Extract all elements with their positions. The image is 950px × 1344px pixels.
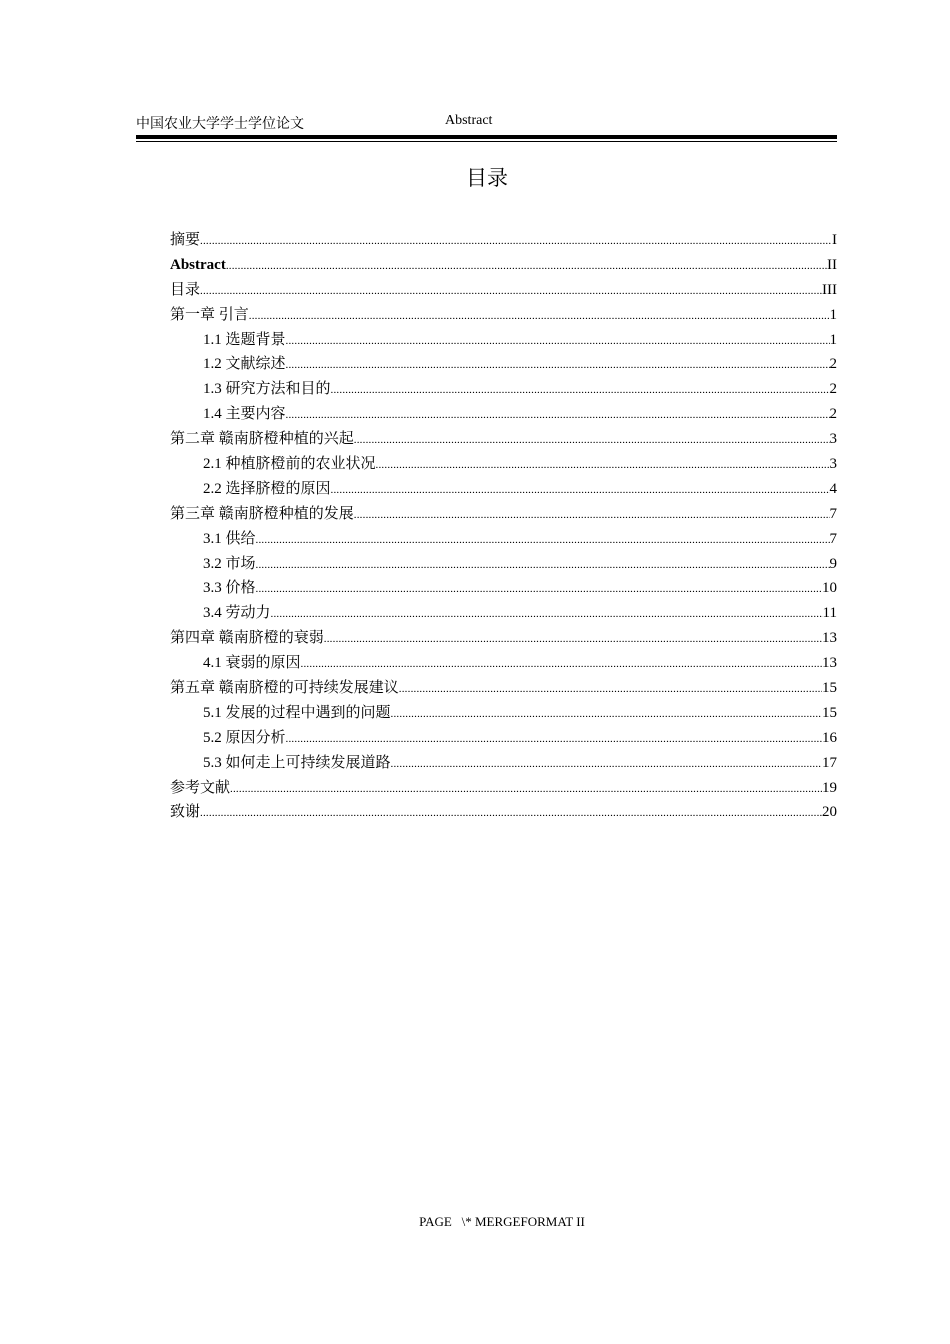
toc-entry-page: II [827, 256, 837, 273]
toc-entry-label: 2.1 种植脐橙前的农业状况 [203, 456, 376, 473]
toc-entry-page: 9 [829, 555, 837, 572]
toc-entry-page: 1 [829, 306, 837, 323]
toc-leader-dots [376, 453, 830, 478]
toc-entry[interactable] [170, 701, 837, 726]
toc-entry-page: 4 [829, 480, 837, 497]
toc-entry-page: 2 [829, 406, 837, 423]
toc-entry-page: 13 [822, 630, 837, 647]
toc-entry-label: 3.2 市场 [203, 555, 256, 572]
toc-entry[interactable] [170, 776, 837, 801]
page-footer: PAGE \* MERGEFORMAT II [419, 1214, 585, 1229]
toc-leader-dots [391, 752, 822, 777]
toc-entry-page: 11 [822, 605, 837, 622]
toc-entry-label: 参考文献 [170, 779, 231, 796]
page-title: 目录 [466, 166, 508, 190]
toc-leader-dots [286, 353, 830, 378]
toc-leader-dots [324, 627, 822, 652]
toc-entry[interactable] [170, 726, 837, 751]
toc-entry[interactable] [170, 228, 837, 253]
toc-entry-page: 16 [822, 729, 837, 746]
toc-entry[interactable] [170, 552, 837, 577]
page-header [136, 113, 837, 133]
toc-leader-dots [256, 553, 830, 578]
toc-entry[interactable] [170, 328, 837, 353]
toc-entry[interactable] [170, 626, 837, 651]
toc-entry-label: 4.1 衰弱的原因 [203, 655, 301, 672]
table-of-contents [170, 228, 837, 825]
toc-leader-dots [249, 304, 830, 329]
toc-entry[interactable] [170, 452, 837, 477]
toc-entry[interactable] [170, 477, 837, 502]
toc-entry-page: 17 [822, 754, 837, 771]
toc-leader-dots [200, 279, 822, 304]
toc-entry-label: 1.2 文献综述 [203, 356, 286, 373]
toc-entry[interactable] [170, 800, 837, 825]
toc-leader-dots [271, 602, 823, 627]
toc-entry-page: 7 [829, 530, 837, 547]
toc-leader-dots [286, 727, 822, 752]
toc-leader-dots [286, 403, 830, 428]
toc-entry-label: 3.3 价格 [203, 580, 256, 597]
toc-entry-label: 目录 [170, 281, 201, 298]
toc-entry-label: 5.2 原因分析 [203, 729, 286, 746]
toc-entry-page: 15 [822, 680, 837, 697]
toc-entry-label: 3.4 劳动力 [203, 605, 271, 622]
toc-entry[interactable] [170, 278, 837, 303]
toc-entry-label: 第二章 赣南脐橙种植的兴起 [170, 431, 354, 448]
toc-leader-dots [391, 702, 822, 727]
toc-entry-label: 5.1 发展的过程中遇到的问题 [203, 704, 391, 721]
toc-entry[interactable] [170, 303, 837, 328]
toc-entry-page: 19 [822, 779, 837, 796]
toc-entry-page: 3 [829, 431, 837, 448]
toc-entry-page: 13 [822, 655, 837, 672]
toc-entry-label: 2.2 选择脐橙的原因 [203, 480, 331, 497]
toc-entry[interactable] [170, 253, 837, 278]
toc-entry-label: 5.3 如何走上可持续发展道路 [203, 754, 391, 771]
toc-entry-label: 第五章 赣南脐橙的可持续发展建议 [170, 680, 399, 697]
toc-leader-dots [230, 777, 822, 802]
header-rule-thick [136, 135, 837, 139]
header-section-label: Abstract [445, 113, 493, 128]
toc-leader-dots [256, 577, 822, 602]
toc-leader-dots [399, 677, 822, 702]
toc-entry-page: III [822, 281, 837, 298]
toc-leader-dots [200, 801, 822, 826]
toc-entry-label: 1.3 研究方法和目的 [203, 381, 331, 398]
toc-entry[interactable] [170, 377, 837, 402]
toc-entry-page: 1 [829, 331, 837, 348]
toc-leader-dots [354, 428, 830, 453]
toc-leader-dots [256, 528, 830, 553]
toc-leader-dots [286, 329, 830, 354]
toc-entry-label: 摘要 [170, 232, 201, 248]
toc-entry-label: 第四章 赣南脐橙的衰弱 [170, 630, 324, 647]
toc-leader-dots [331, 378, 830, 403]
toc-entry-page: 2 [829, 356, 837, 373]
toc-entry[interactable] [170, 427, 837, 452]
toc-leader-dots [200, 229, 832, 254]
toc-entry[interactable] [170, 402, 837, 427]
toc-leader-dots [354, 503, 830, 528]
toc-entry-label: 第三章 赣南脐橙种植的发展 [170, 505, 354, 522]
toc-entry[interactable] [170, 651, 837, 676]
toc-entry[interactable] [170, 676, 837, 701]
toc-entry-page: 7 [829, 505, 837, 522]
header-rule-thin [136, 141, 837, 142]
toc-entry-label: 1.1 选题背景 [203, 331, 286, 348]
toc-entry[interactable] [170, 527, 837, 552]
toc-entry-page: 10 [822, 580, 837, 597]
toc-entry-page: 2 [829, 381, 837, 398]
toc-entry-label: 致谢 [170, 804, 201, 821]
toc-entry-label: 3.1 供给 [203, 530, 256, 547]
toc-entry-label: Abstract [170, 256, 226, 273]
toc-entry[interactable] [170, 601, 837, 626]
toc-leader-dots [331, 478, 830, 503]
toc-entry[interactable] [170, 576, 837, 601]
header-thesis-label: 中国农业大学学士学位论文 [136, 117, 304, 132]
toc-entry[interactable] [170, 751, 837, 776]
toc-entry-label: 第一章 引言 [170, 306, 249, 323]
toc-entry-page: 20 [822, 804, 837, 821]
toc-leader-dots [301, 652, 822, 677]
toc-leader-dots [226, 254, 827, 279]
toc-entry-page: 15 [822, 704, 837, 721]
toc-entry[interactable] [170, 352, 837, 377]
toc-entry-page: I [832, 232, 837, 248]
toc-entry[interactable] [170, 502, 837, 527]
toc-entry-label: 1.4 主要内容 [203, 406, 286, 423]
toc-entry-page: 3 [829, 456, 837, 473]
